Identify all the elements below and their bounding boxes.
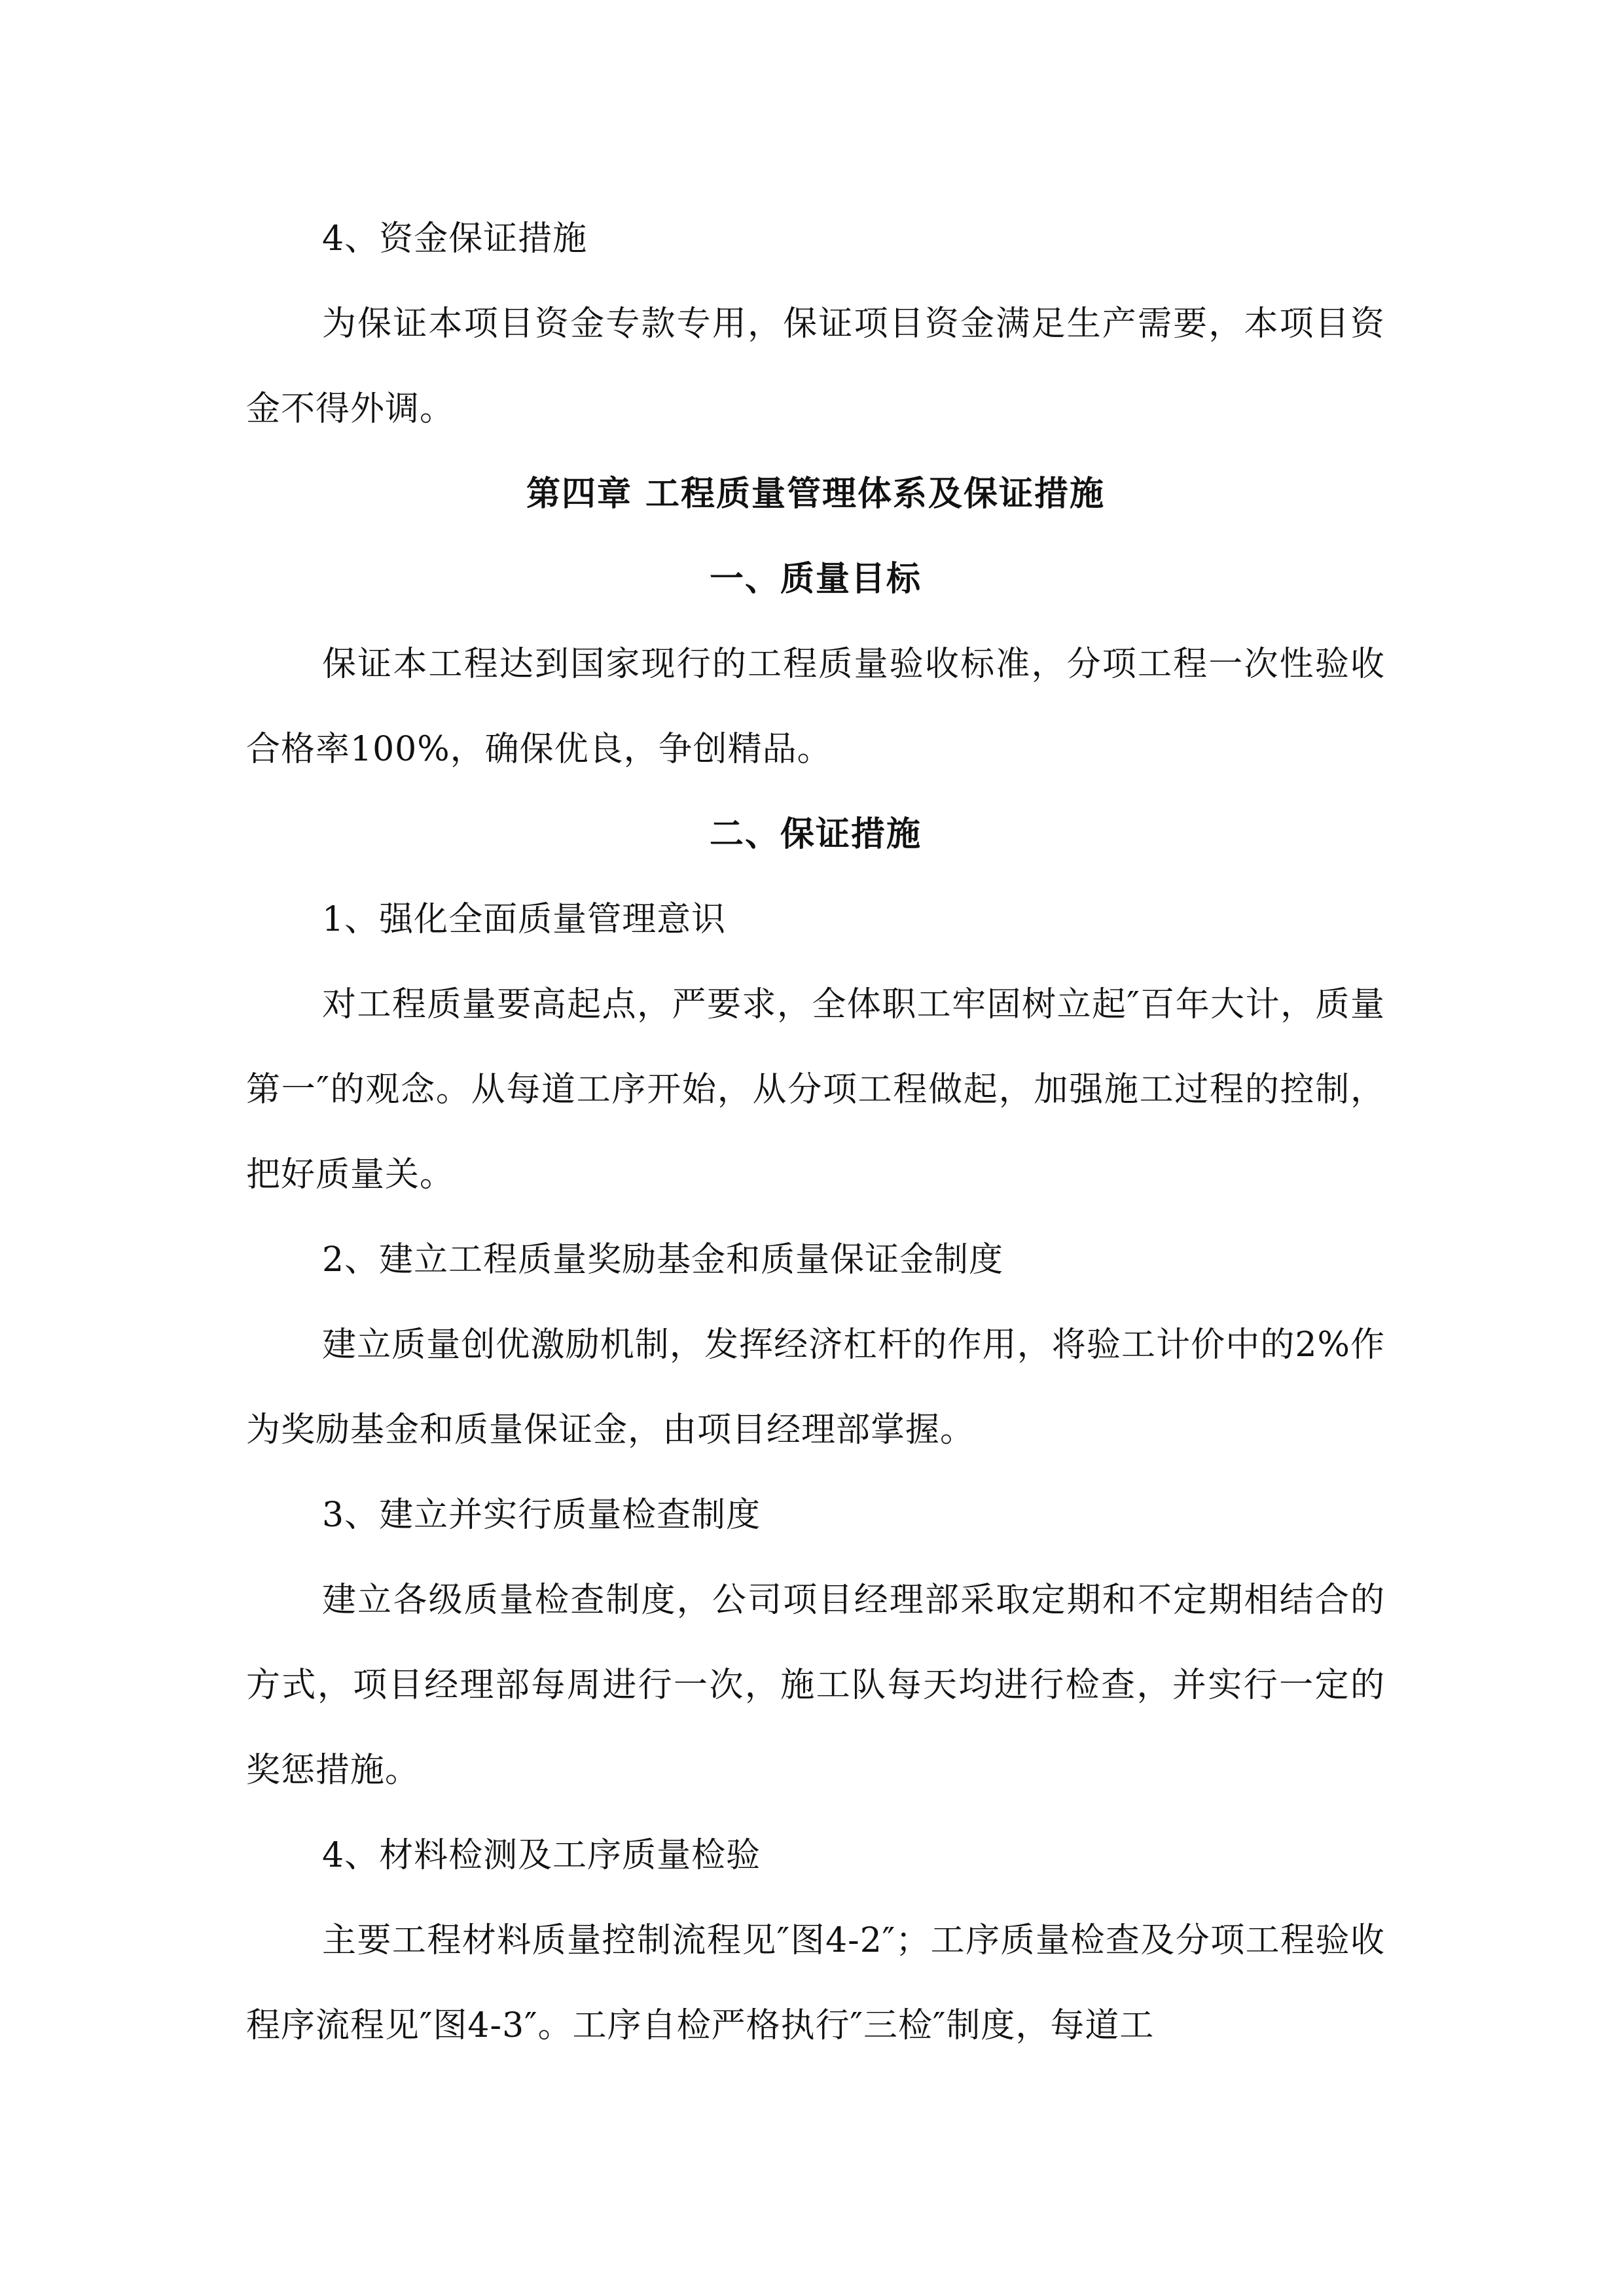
paragraph: 主要工程材料质量控制流程见″图4-2″；工序质量检查及分项工程验收程序流程见″图4-3″。工序自检严格执行″三检″制度，每道工 [246, 1921, 1385, 2045]
item-heading: 1、强化全面质量管理意识 [322, 900, 727, 939]
section-title: 二、保证措施 [709, 815, 922, 854]
item-heading: 2、建立工程质量奖励基金和质量保证金制度 [322, 1240, 1004, 1280]
item-heading: 3、建立并实行质量检查制度 [322, 1496, 761, 1535]
paragraph: 建立各级质量检查制度，公司项目经理部采取定期和不定期相结合的方式，项目经理部每周进行一次，施工队每天均进行检查，并实行一定的奖惩措施。 [246, 1581, 1385, 1790]
item-heading: 4、材料检测及工序质量检验 [322, 1836, 761, 1875]
paragraph: 对工程质量要高起点，严要求，全体职工牢固树立起″百年大计，质量第一″的观念。从每道工序开始，从分项工程做起，加强施工过程的控制，把好质量关。 [246, 985, 1385, 1194]
item-heading: 4、资金保证措施 [322, 219, 588, 259]
paragraph: 建立质量创优激励机制，发挥经济杠杆的作用，将验工计价中的2%作为奖励基金和质量保证金，由项目经理部掌握。 [246, 1325, 1385, 1450]
chapter-title: 第四章 工程质量管理体系及保证措施 [526, 475, 1106, 514]
paragraph: 保证本工程达到国家现行的工程质量验收标准，分项工程一次性验收合格率100%，确保优良，争创精品。 [246, 645, 1385, 769]
paragraph: 为保证本项目资金专款专用，保证项目资金满足生产需要，本项目资金不得外调。 [246, 304, 1385, 429]
document-page [246, 196, 1385, 2068]
section-title: 一、质量目标 [709, 560, 922, 599]
